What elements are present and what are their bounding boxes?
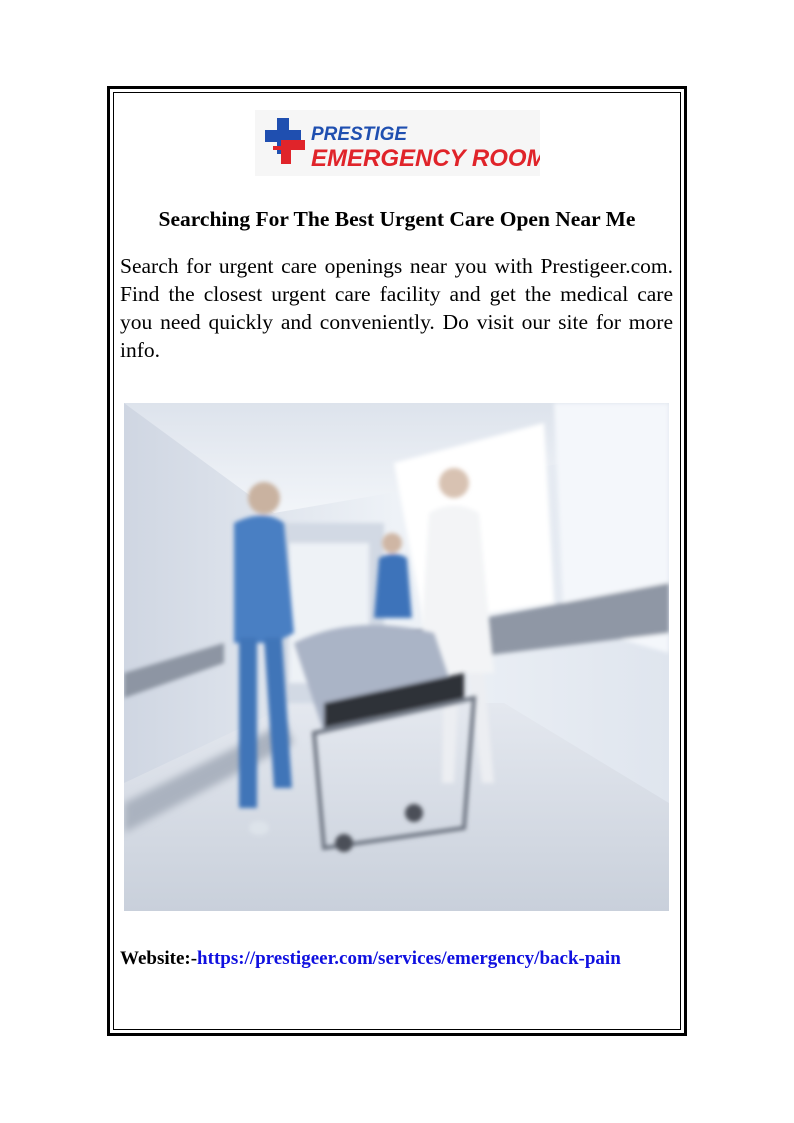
logo-line2: EMERGENCY ROOM xyxy=(311,145,540,172)
hospital-corridor-photo xyxy=(124,403,669,911)
description-paragraph: Search for urgent care openings near you with Prestigeer.com. Find the closest urgent care facility and get the medical care you need quickly and conveniently. Do visit our site for more info. xyxy=(120,254,673,362)
logo-line1: PRESTIGE xyxy=(311,124,408,145)
prestige-er-logo xyxy=(255,110,540,176)
photo-svg xyxy=(124,403,669,911)
website-link[interactable]: https://prestigeer.com/services/emergency/back-pain xyxy=(197,948,621,969)
logo-svg xyxy=(255,110,540,176)
website-line xyxy=(120,946,673,971)
page-title: Searching For The Best Urgent Care Open Near Me xyxy=(158,207,636,231)
website-label: Website:- xyxy=(120,948,198,969)
